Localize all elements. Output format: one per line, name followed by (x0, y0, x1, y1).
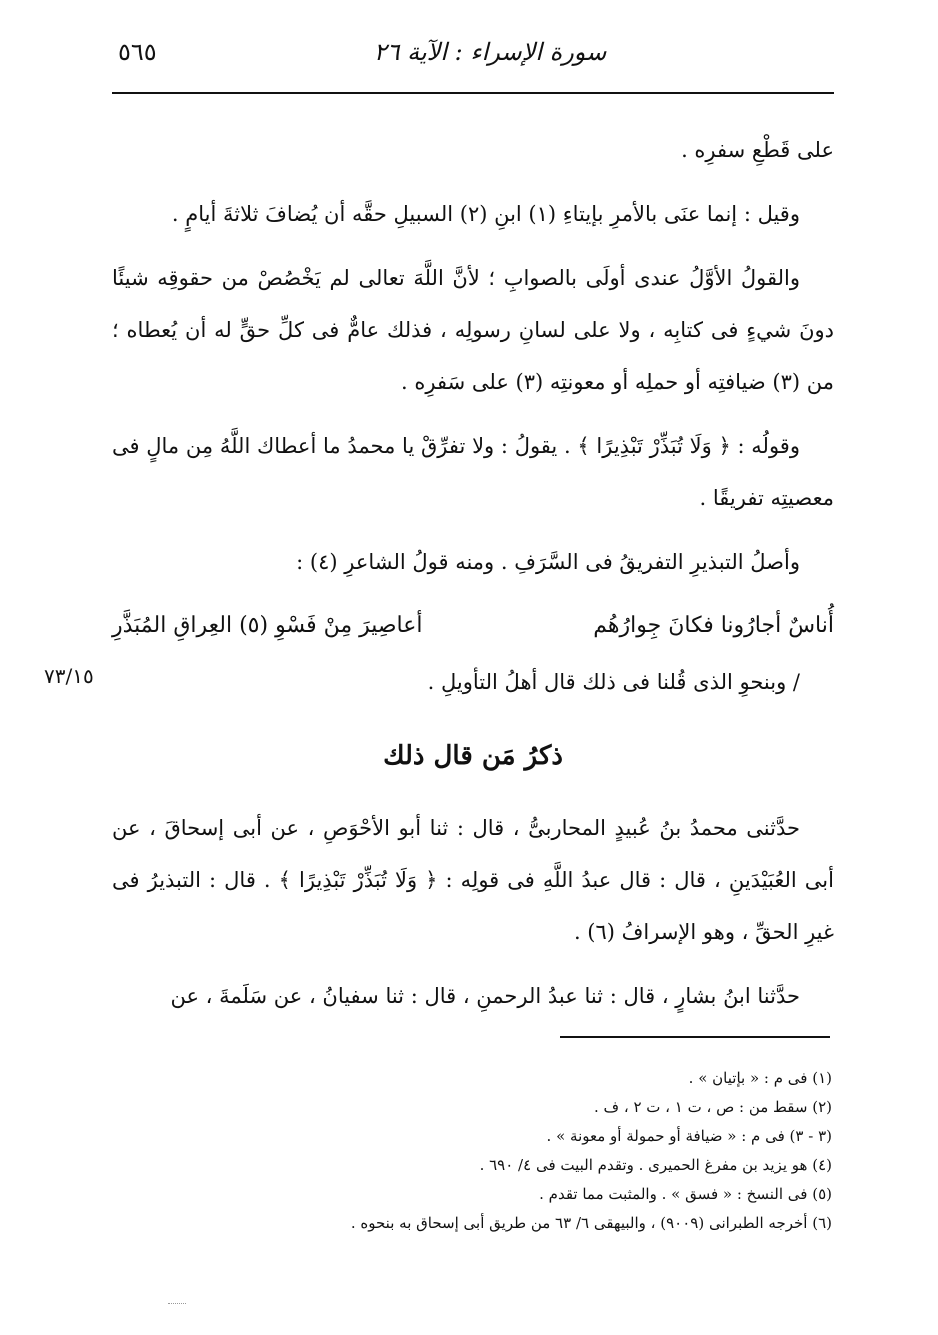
footnotes (160, 1064, 832, 1238)
footnote: (٥) فى النسخ : « فسق » . والمثبت مما تقدم . (539, 1185, 832, 1203)
poem-verse (112, 600, 834, 652)
paragraph: والقولُ الأوَّلُ عندى أولَى بالصوابِ ؛ لأنَّ اللَّهَ تعالى لم يَخْصُصْ من حقوقِه شيئًا دونَ شيءٍ فى كتابِه ، ولا على لسانِ رسولِه ، فذلك عامٌّ فى كلِّ حقٍّ له أن يُعطاه ؛ من (٣) ضيافتِه أو حملِه أو معونتِه (٣) على سَفرِه . (112, 266, 834, 394)
paragraph: وقيل : إنما عنَى بالأمرِ بإيتاءِ (١) ابنِ (٢) السبيلِ حقَّه أن يُضافَ ثلاثةَ أيامٍ . (171, 202, 800, 226)
footnote: (١) فى م : « بإتيان » . (688, 1069, 832, 1087)
paragraph: وأصلُ التبذيرِ التفريقُ فى السَّرَفِ . ومنه قولُ الشاعرِ (٤) : (296, 550, 800, 574)
section-heading: ذكرُ مَن قال ذلك (383, 741, 563, 771)
page-number: ٥٦٥ (118, 38, 157, 66)
footnote: (٤) هو يزيد بن مفرغ الحميرى . وتقدم البيت فى ٤/ ٦٩٠ . (479, 1156, 832, 1174)
footnote: (٢) سقط من : ص ، ت ١ ، ت ٢ ، ف . (593, 1098, 832, 1116)
header-divider (112, 92, 834, 94)
poem-hemistich-second: أعاصِيرَ مِنْ فَسْوِ (٥) العِراقِ المُبَذَّرِ (112, 613, 423, 638)
main-text (112, 124, 834, 1034)
footnote: (٣ - ٣) فى م : « ضيافة أو حمولة أو معونة » . (546, 1127, 832, 1145)
paragraph: على قَطْعِ سفرِه . (681, 138, 834, 162)
hadith-paragraph: حدَّثنا ابنُ بشارٍ ، قال : ثنا عبدُ الرحمنِ ، قال : ثنا سفيانُ ، عن سَلَمةَ ، عن (170, 984, 800, 1008)
running-header-title: سورة الإسراء : الآية ٢٦ (373, 38, 607, 66)
paragraph: / وبنحوِ الذى قُلنا فى ذلك قال أهلُ التأويلِ . (427, 670, 800, 694)
hadith-paragraph: حدَّثنى محمدُ بنُ عُبيدٍ المحاربىُّ ، قال : ثنا أبو الأحْوَصِ ، عن أبى إسحاقَ ، عن أبى العُبَيْدَينِ ، قال : قال عبدُ اللَّهِ فى قولِه : ﴿ وَلَا تُبَذِّرْ تَبْذِيرًا ﴾ . قال : التبذيرُ فى غيرِ الحقِّ ، وهو الإسرافُ (٦) . (112, 816, 834, 944)
margin-reference: ٧٣/١٥ (44, 664, 94, 688)
paragraph: وقولُه : ﴿ وَلَا تُبَذِّرْ تَبْذِيرًا ﴾ . يقولُ : ولا تفرِّقْ يا محمدُ ما أعطاك اللَّهُ مِن مالٍ فى معصيتِه تفريقًا . (112, 434, 834, 510)
footnote: (٦) أخرجه الطبرانى (٩٠٠٩) ، والبيهقى ٦/ ٦٣ من طريق أبى إسحاق به بنحوه . (350, 1214, 832, 1232)
footnote-divider (560, 1036, 830, 1038)
poem-hemistich-first: أُناسٌ أجارُونا فكانَ جِوارُهُم (593, 613, 834, 638)
scan-mark (168, 1303, 186, 1304)
